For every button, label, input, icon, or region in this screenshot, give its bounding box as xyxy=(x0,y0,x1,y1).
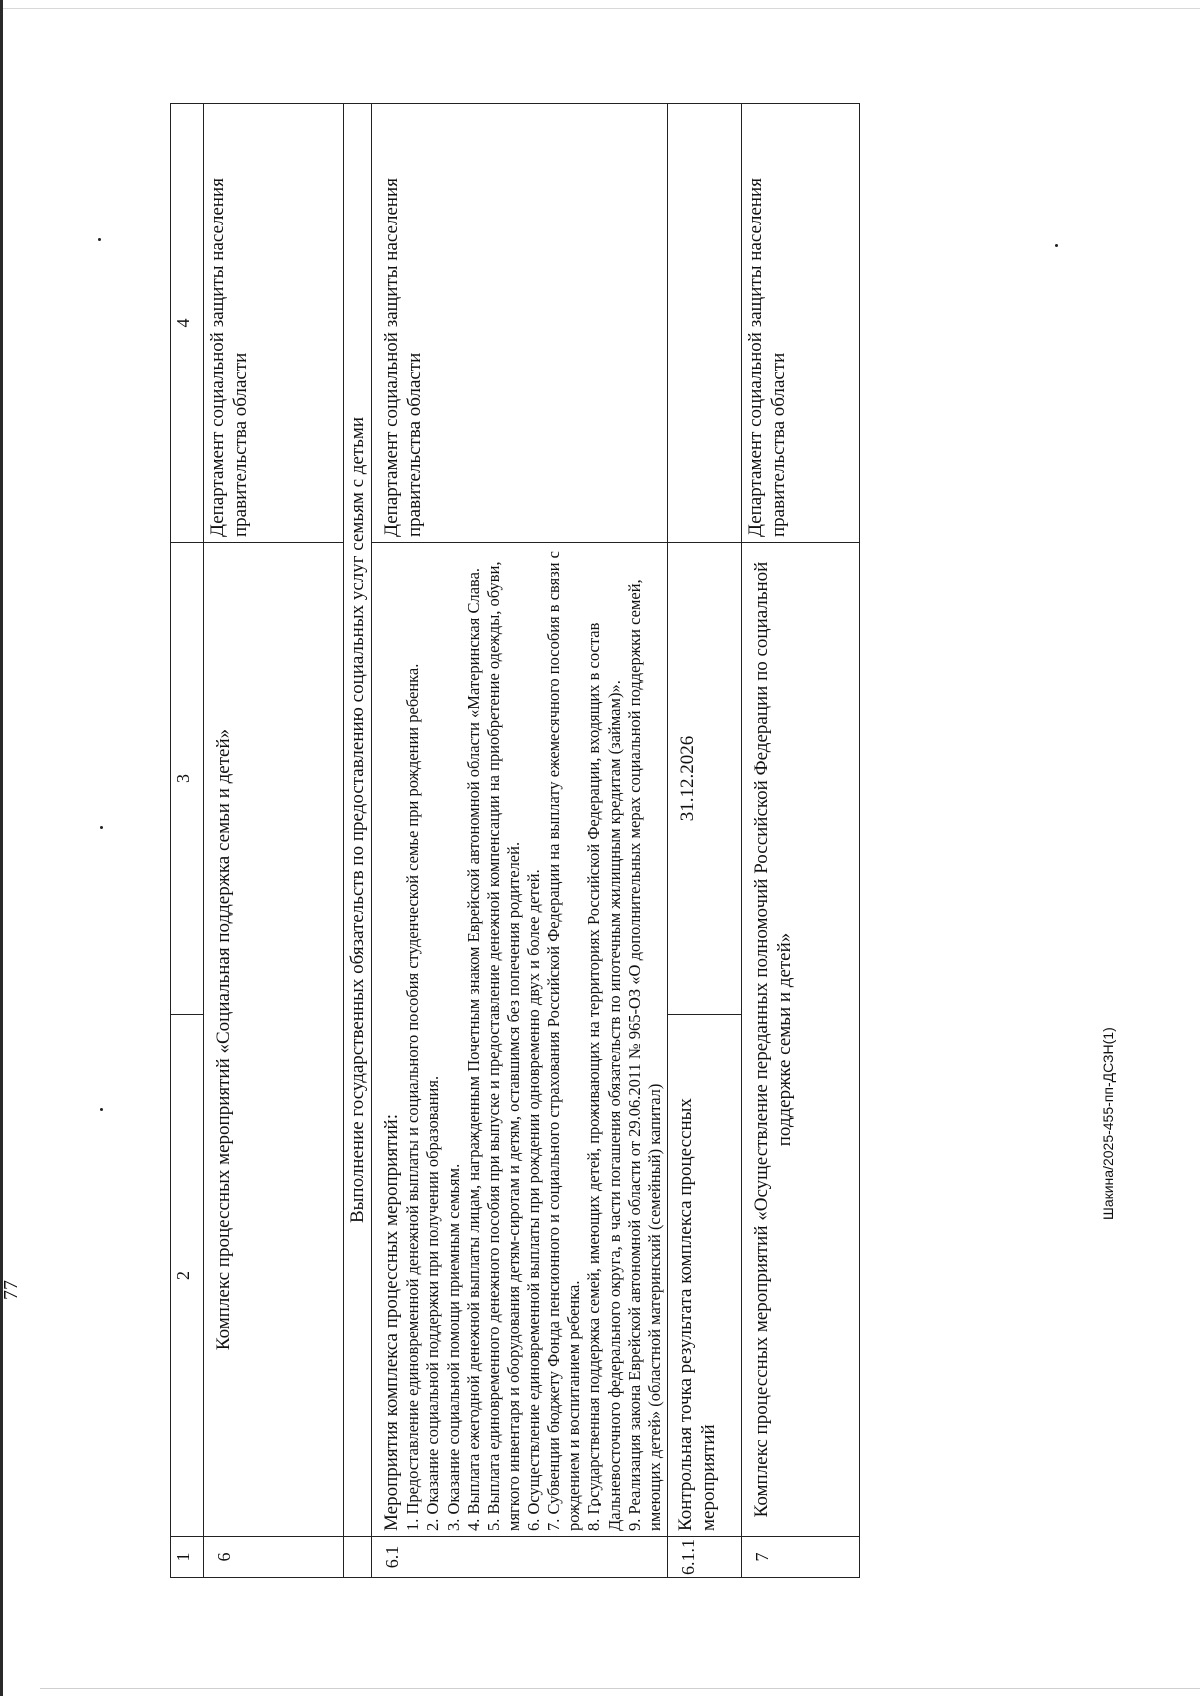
control-point-empty-cell xyxy=(667,104,741,543)
page-number: 77 xyxy=(0,1280,22,1300)
header-col-1: 1 xyxy=(171,1537,204,1578)
scan-edge-left xyxy=(0,0,3,1696)
header-col-3: 3 xyxy=(171,543,204,1015)
row-measures xyxy=(372,543,668,1537)
row-title: Комплекс процессных мероприятий «Осуществление переданных полномочий Российской Федерации по социальной поддержке семьи и детей» xyxy=(741,543,859,1537)
row-number: 6 xyxy=(204,1537,344,1578)
measure-item: 1. Предоставление единовременной денежной выплаты и социального пособия студенческой семье при рождении ребенка. xyxy=(403,663,423,1531)
measures-table xyxy=(170,103,860,1578)
row-department: Департамент социальной защиты населения правительства области xyxy=(372,104,668,543)
measure-item: 6. Осуществление единовременной выплаты при рождении одновременно двух и более детей. xyxy=(524,869,544,1531)
scan-speck xyxy=(98,238,101,241)
scan-speck xyxy=(100,826,103,829)
table-row-6 xyxy=(204,104,344,1578)
row-department: Департамент социальной защиты населения правительства области xyxy=(741,104,859,543)
row-number: 7 xyxy=(741,1537,859,1578)
measure-item: 3. Оказание социальной помощи приемным семьям. xyxy=(443,1163,463,1531)
row-department: Департамент социальной защиты населения правительства области xyxy=(204,104,344,543)
section-empty-cell xyxy=(344,1537,372,1578)
measure-item: 9. Реализация закона Еврейской автономной области от 29.06.2011 № 965-ОЗ «О дополнительных мерах социальной поддержки семей, имеющих детей» (областной материнский (семейный) капитал) xyxy=(624,579,664,1531)
scan-edge-top xyxy=(0,0,1200,9)
header-col-4: 4 xyxy=(171,104,204,543)
measure-item: 5. Выплата единовременного денежного пособия при выпуске и предоставление денежной компенсации на приобретение одежды, обуви, мягкого инвентаря и оборудования детям-сиротам и детям, оставшимся без попечения родителей. xyxy=(483,561,523,1531)
measures-lead: Мероприятия комплекса процессных мероприятий: xyxy=(381,1114,403,1531)
measure-item: 8. Государственная поддержка семей, имеющих детей, проживающих на территориях Российской Федерации, входящих в состав Дальневосточного федерального округа, в части погашения обязательств по ипотечным жилищным кредитам (займам)». xyxy=(584,622,624,1531)
control-point-title: Контрольная точка результата комплекса процессных мероприятий xyxy=(667,1015,741,1537)
measure-item: 7. Субвенции бюджету Фонда пенсионного и социального страхования Российской Федерации на выплату ежемесячного пособия в связи с рождением и воспитанием ребенка. xyxy=(544,550,584,1531)
section-title: Выполнение государственных обязательств по предоставлению социальных услуг семьям с детьми xyxy=(344,104,372,1537)
section-row xyxy=(344,104,372,1578)
table-row-6-1 xyxy=(372,104,668,1578)
control-point-date: 31.12.2026 xyxy=(667,543,741,1015)
row-number: 6.1 xyxy=(372,1537,668,1578)
rotated-table-container xyxy=(170,104,1200,1578)
measure-item: 4. Выплата ежегодной денежной выплаты лицам, награжденным Почетным знаком Еврейской автономной области «Материнская Слава. xyxy=(463,567,483,1531)
table-row-7 xyxy=(741,104,859,1578)
header-col-2: 2 xyxy=(171,1015,204,1537)
document-code: Шакина/2025-455-пп-ДСЗН(1) xyxy=(1100,1027,1116,1220)
table-row-6-1-1 xyxy=(667,104,741,1578)
row-number: 6.1.1 xyxy=(667,1537,741,1578)
scan-speck xyxy=(100,1108,103,1111)
header-row xyxy=(171,104,204,1578)
row-title: Комплекс процессных мероприятий «Социальная поддержка семьи и детей» xyxy=(204,543,344,1537)
scan-edge-bottom xyxy=(40,1688,1200,1689)
measure-item: 2. Оказание социальной поддержки при получении образования. xyxy=(423,1075,443,1531)
